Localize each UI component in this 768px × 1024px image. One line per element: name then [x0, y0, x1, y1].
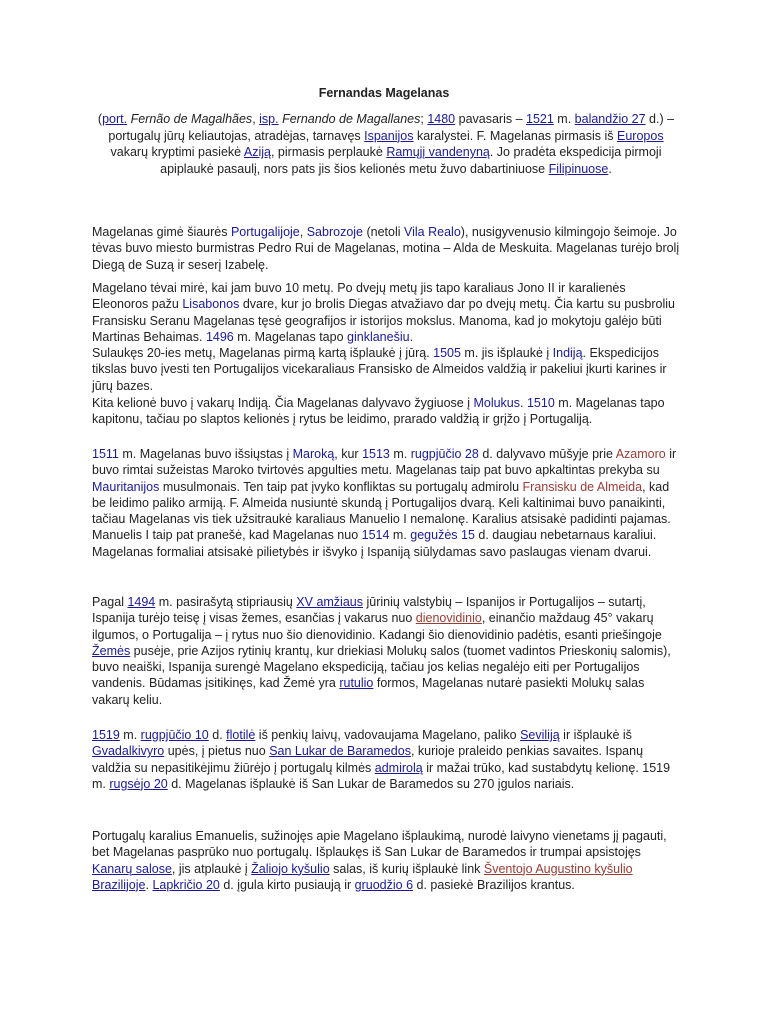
link-dienovidinio[interactable]: dienovidinio: [415, 611, 482, 626]
text: d. dalyvavo mūšyje prie: [478, 447, 616, 461]
intro-text: . Jo pradėta ekspedicija pirmoji apiplaukė pasaulį, nors pats jis šios kelionės metu žuvo dabartiniuose: [160, 145, 662, 176]
link-1480[interactable]: 1480: [427, 112, 456, 126]
link-rugpjucio-10[interactable]: rugpjūčio 10: [140, 728, 209, 742]
intro-paragraph: [96, 111, 676, 177]
text: .: [409, 329, 414, 344]
intro-text: karalystei. F. Magelanas pirmasis iš: [413, 128, 618, 143]
link-port[interactable]: port.: [102, 112, 128, 126]
link-sventojo-augustino-kysulio[interactable]: Šventojo Augustino kyšulio: [483, 861, 633, 876]
link-brazilijoje[interactable]: Brazilijoje: [92, 877, 146, 892]
spanish-name: Fernando de Magallanes: [282, 112, 421, 126]
text: . Ekspedicijos tikslas buvo įvesti ten Portugalijos vicekaraliaus Fransisko de Almeidos valdžią ir pakeliui įkurti karines ir jūrų bazes.: [92, 346, 667, 393]
link-fransisku-de-almeida[interactable]: Fransisku de Almeida: [522, 479, 643, 494]
link-lapkricio-20[interactable]: Lapkričio 20: [152, 877, 220, 892]
paragraph-first-voyage: [92, 345, 682, 394]
link-1521[interactable]: 1521: [526, 112, 554, 126]
paragraph-birth: [92, 224, 682, 273]
link-zaliojo-kysulio[interactable]: Žaliojo kyšulio: [251, 861, 330, 876]
link-1505[interactable]: 1505: [433, 346, 461, 360]
page-title: Fernandas Magelanas: [318, 86, 450, 100]
link-1513[interactable]: 1513: [362, 447, 390, 461]
intro-text: .: [608, 161, 612, 176]
link-1494[interactable]: 1494: [127, 595, 156, 609]
link-1519[interactable]: 1519: [92, 728, 120, 742]
text: salas, iš kurių išplaukė link: [329, 861, 484, 876]
link-geguzes-15[interactable]: gegužės 15: [410, 528, 475, 543]
link-1510[interactable]: 1510: [526, 396, 555, 410]
text: ir buvo rimtai sužeistas Maroko tvirtovės apgulties metu. Magelanas taip pat buvo apkaltintas prekyba su: [92, 447, 677, 478]
text: ir mažai trūko, kad sustabdytų kelionę. 1519 m.: [92, 760, 671, 791]
text: m. Magelanas tapo kapitonu, tačiau po slaptos kelionės į rytus be leidimo, prarado valdžią ir grįžo į Portugaliją.: [92, 396, 665, 427]
text: formos, Magelanas nutarė pasiekti Molukų salas vakarų keliu.: [92, 676, 645, 707]
text: Kita kelionė buvo į vakarų Indiją. Čia Magelanas dalyvavo žygiuose į: [92, 396, 474, 410]
link-gruodzio-6[interactable]: gruodžio 6: [354, 877, 414, 892]
text: Portugalų karalius Emanuelis, sužinojęs apie Magelano išplaukimą, nurodė laivyno vienetams jį pagauti, bet Magelanas pasprūko nuo portugalų. Išplaukęs iš San Lukar de Baramedos ir trumpai apsistojęs: [92, 829, 667, 860]
intro-text: ,: [252, 112, 260, 126]
intro-text: , pirmasis perplaukė: [270, 145, 387, 159]
text: d. Magelanas išplaukė iš San Lukar de Baramedos su 270 įgulos nariais.: [167, 776, 575, 791]
text: m. pasirašytą stipriausių: [155, 595, 297, 609]
link-azamoro[interactable]: Azamoro: [615, 447, 666, 461]
link-rugsejo-20[interactable]: rugsėjo 20: [109, 776, 168, 791]
text: , kurioje praleido penkias savaites. Ispanų valdžia su nepasitikėjimu žiūrėjo į portugalų kilmės: [92, 744, 644, 775]
link-ispanijos[interactable]: Ispanijos: [364, 128, 414, 143]
link-vila-realo[interactable]: Vila Realo: [404, 225, 461, 239]
text: ir išplaukė iš: [559, 728, 632, 742]
link-azija[interactable]: Aziją: [243, 145, 271, 159]
text: iš penkių laivų, vadovaujama Magelano, paliko: [255, 728, 521, 742]
link-filipinuose[interactable]: Filipinuose: [548, 161, 609, 176]
text: , einančio maždaug 45° vakarų ilgumos, o Portugalija – į rytus nuo šio dienovidinio. Kadangi šio dienovidinio padėtis, esanti priešingoje: [92, 611, 662, 642]
text: jūrinių valstybių – Ispanijos ir Portugalijos – sutartį, Ispanija turėjo teisę į visas žemes, esančias į vakarus nuo: [92, 595, 646, 626]
text: , kad be leidimo paliko armiją. F. Almeida nusiuntė skundą į Portugalijos dvarą. Keli kaltinimai buvo panaikinti, tačiau Magelanas vis tiek užsitraukė karaliaus Manuelio I nemalonę. Karalius atsisakė padidinti pajamas. Manuelis I taip pat pranešė, kad Magelanas nuo: [92, 479, 671, 543]
text: m. Magelanas buvo išsiųstas į: [118, 447, 293, 461]
paragraph-treaty: [92, 594, 682, 708]
intro-text: ;: [420, 112, 428, 126]
link-molukus[interactable]: Molukus: [473, 396, 521, 410]
text: ,: [299, 225, 307, 239]
link-sabrozoje[interactable]: Sabrozoje: [306, 225, 364, 239]
paragraph-youth: [92, 280, 682, 345]
link-kanaru-salose[interactable]: Kanarų salose: [92, 861, 172, 876]
text: ), nusigyvenusio kilmingojo šeimoje. Jo tėvas buvo miesto burmistras Pedro Rui de Magelanas, motina – Alda de Meskuita. Magelanas turėjo brolį Diegą de Suzą ir seserį Izabelę.: [92, 225, 680, 272]
intro-text: m.: [553, 112, 575, 126]
link-sevilija[interactable]: Seviliją: [520, 728, 560, 742]
text: .: [520, 396, 527, 410]
link-flotile[interactable]: flotilė: [226, 728, 256, 742]
link-rugpjucio-28[interactable]: rugpjūčio 28: [410, 447, 479, 461]
link-ginklanesiu[interactable]: ginklanešiu: [347, 329, 410, 344]
intro-text: pavasaris –: [455, 112, 527, 126]
link-1496[interactable]: 1496: [205, 329, 234, 344]
link-maroka[interactable]: Maroką: [292, 447, 335, 461]
text: , jis atplaukė į: [171, 861, 252, 876]
link-admirola[interactable]: admirolą: [374, 760, 423, 775]
link-rutulio[interactable]: rutulio: [339, 676, 374, 691]
paragraph-escape: [92, 828, 682, 893]
text: (netoli: [363, 225, 405, 239]
text: Magelano tėvai mirė, kai jam buvo 10 metų. Po dvejų metų jis tapo karaliaus Jono II ir karalienės Eleonoros pažu: [92, 281, 626, 312]
text: Sulaukęs 20-ies metų, Magelanas pirmą kartą išplaukė į jūrą.: [92, 346, 434, 360]
text: m. Magelanas tapo: [233, 329, 348, 344]
link-isp[interactable]: isp.: [259, 112, 279, 126]
link-europos[interactable]: Europos: [617, 128, 664, 143]
text: dvare, kur jo brolis Diegas atvažiavo dar po dvejų metų. Čia kartu su pusbroliu Fransisku Seranu Magelanas tęsė geografijos ir istorijos mokslus. Manoma, kad jo mokytoju galėjo būti Martinas Behaimas.: [92, 297, 675, 344]
text: d.: [208, 728, 227, 742]
link-portugalijoje[interactable]: Portugalijoje: [230, 225, 300, 239]
paragraph-west-india: [92, 395, 682, 428]
link-ramuji-vandenyna[interactable]: Ramųjį vandenyną: [386, 145, 490, 159]
text: m.: [389, 447, 411, 461]
link-1511[interactable]: 1511: [92, 447, 119, 461]
intro-text: d.) – portugalų jūrų keliautojas, atradėjas, tarnavęs: [108, 112, 675, 143]
paragraph-morocco: [92, 446, 682, 560]
link-gvadalkivyro[interactable]: Gvadalkivyro: [92, 744, 165, 759]
text: pusėje, prie Azijos rytinių krantų, kur driekiasi Molukų salos (tuomet vadintos Prieskonių salomis), buvo neaiški, Ispanija surengė Magelano ekspediciją, tačiau jos kelias negalėjo eiti per Portugalijos vandenis. Būdamas įsitikinęs, kad Žemė yra: [92, 643, 671, 691]
link-mauritanijos[interactable]: Mauritanijos: [92, 479, 160, 494]
text: m.: [389, 528, 411, 543]
portuguese-name: Fernão de Magalhães: [130, 112, 253, 126]
text: m.: [119, 728, 141, 742]
text: musulmonais. Ten taip pat įvyko konfliktas su portugalų admirolu: [159, 479, 523, 494]
text: d. pasiekė Brazilijos krantus.: [413, 877, 575, 892]
text: Pagal: [92, 595, 128, 609]
text: upės, į pietus nuo: [164, 744, 270, 759]
intro-text: vakarų kryptimi pasiekė: [110, 145, 244, 159]
paragraph-departure: [92, 727, 682, 792]
link-zemes[interactable]: Žemės: [92, 643, 131, 658]
text: m. jis išplaukė į: [460, 346, 553, 360]
link-san-lukar-de-baramedos[interactable]: San Lukar de Baramedos: [269, 744, 411, 759]
text: .: [145, 877, 153, 892]
link-balandzio-27[interactable]: balandžio 27: [574, 112, 646, 126]
intro-text: (: [97, 112, 103, 126]
link-1514[interactable]: 1514: [361, 528, 390, 543]
text: , kur: [334, 447, 363, 461]
link-indija[interactable]: Indiją: [552, 346, 583, 360]
text: Magelanas gimė šiaurės: [92, 225, 231, 239]
link-lisabonos[interactable]: Lisabonos: [182, 297, 240, 312]
text: d. įgula kirto pusiaują ir: [219, 877, 355, 892]
link-xv-amziaus[interactable]: XV amžiaus: [296, 595, 363, 609]
text: d. daugiau nebetarnaus karaliui. Magelanas formaliai atsisakė pilietybės ir išvyko į Ispaniją siūlydamas savo paslaugas vienam dvarui.: [92, 528, 657, 559]
